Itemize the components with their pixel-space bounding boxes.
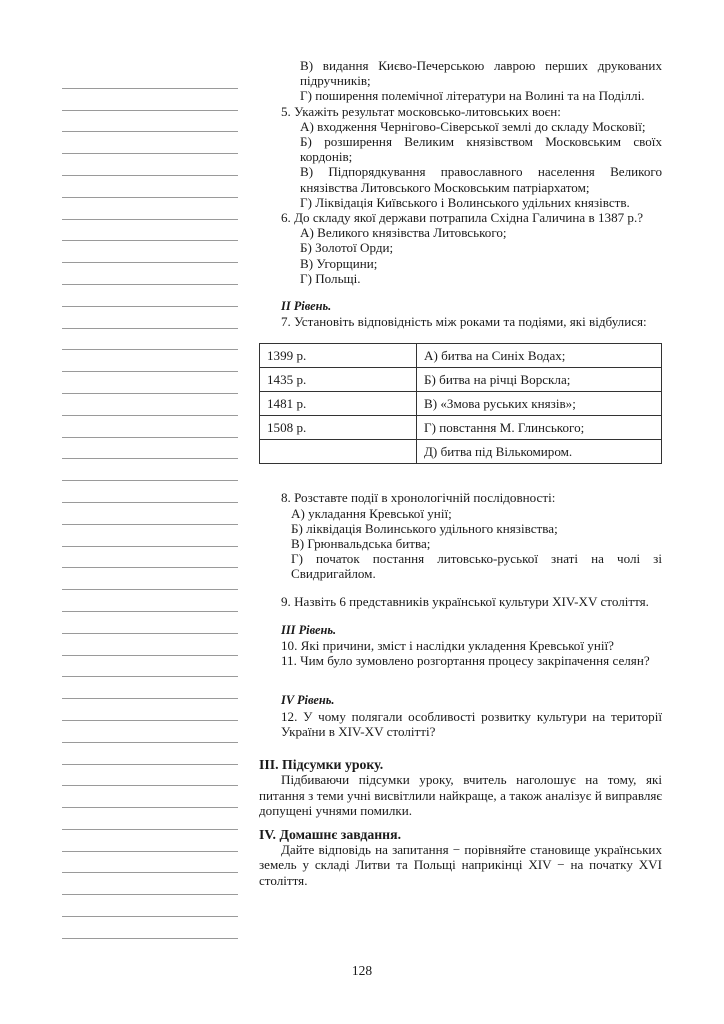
table-cell-event: Г) повстання М. Глинського; [417, 416, 662, 440]
note-line [62, 677, 238, 699]
q5-option-g: Г) Ліквідація Київського і Волинського удільних князівств. [300, 194, 630, 210]
level-3-heading: III Рівень. [281, 622, 337, 637]
note-line [62, 808, 238, 830]
table-row [260, 416, 662, 440]
option-g-top: Г) поширення полемічної літератури на Волині та на Поділлі. [300, 88, 645, 104]
note-line [62, 154, 238, 176]
note-line [62, 852, 238, 874]
note-line [62, 416, 238, 438]
note-line [62, 459, 238, 481]
note-line [62, 873, 238, 895]
question-9: 9. Назвіть 6 представників української культури XIV-XV століття. [281, 593, 649, 609]
level-4-heading: IV Рівень. [281, 693, 335, 708]
note-line [62, 895, 238, 917]
q5-option-b: Б) розширення Великим князівством Московським своїх кордонів; [300, 134, 662, 165]
note-line [62, 220, 238, 242]
q6-option-v: В) Угорщини; [300, 255, 378, 271]
note-line [62, 721, 238, 743]
table-cell-event: Б) битва на річці Ворскла; [417, 368, 662, 392]
note-line [62, 830, 238, 852]
note-line [62, 307, 238, 329]
table-cell-year: 1508 р. [260, 416, 417, 440]
section-homework-title: IV. Домашнє завдання. [259, 826, 402, 842]
note-line [62, 634, 238, 656]
q8-option-v: В) Грюнвальдська битва; [291, 536, 431, 552]
note-line [62, 263, 238, 285]
note-line [62, 198, 238, 220]
note-line [62, 547, 238, 569]
note-lines [62, 67, 238, 939]
q5-option-a: А) входження Чернігово-Сіверської землі до складу Московії; [300, 118, 646, 134]
table-cell-event: Д) битва під Вількомиром. [417, 440, 662, 464]
note-line [62, 176, 238, 198]
page-number: 128 [351, 963, 373, 978]
note-line [62, 656, 238, 678]
note-line [62, 350, 238, 372]
match-table [259, 343, 662, 464]
q8-option-a: А) укладання Кревської унії; [291, 505, 452, 521]
question-7: 7. Установіть відповідність між роками та подіями, які відбулися: [281, 314, 647, 330]
note-line [62, 394, 238, 416]
question-10: 10. Які причини, зміст і наслідки укладення Кревської унії? [281, 638, 614, 654]
table-cell-year: 1481 р. [260, 392, 417, 416]
question-5: 5. Укажіть результат московсько-литовських воєн: [281, 103, 561, 119]
table-cell-event: А) битва на Синіх Водах; [417, 344, 662, 368]
note-line [62, 699, 238, 721]
note-line [62, 329, 238, 351]
q6-option-b: Б) Золотої Орди; [300, 240, 394, 256]
note-line [62, 917, 238, 939]
note-line [62, 241, 238, 263]
q6-option-a: А) Великого князівства Литовського; [300, 225, 507, 241]
note-line [62, 503, 238, 525]
note-line [62, 590, 238, 612]
note-line [62, 525, 238, 547]
table-row [260, 344, 662, 368]
table-row [260, 440, 662, 464]
q6-option-g: Г) Польщі. [300, 270, 361, 286]
note-line [62, 612, 238, 634]
q5-option-v: В) Підпорядкування православного населення Великого князівства Литовського Московським патріархатом; [300, 164, 662, 195]
table-row [260, 368, 662, 392]
section-homework-text: Дайте відповідь на запитання − порівняйте становище українських земель у складі Литви та Польщі наприкінці XIV − на початку XVI століття. [259, 842, 662, 888]
question-11: 11. Чим було зумовлено розгортання процесу закріпачення селян? [281, 653, 650, 669]
section-summary-text: Підбиваючи підсумки уроку, вчитель наголошує на тому, які питання з теми учні висвітлили найкраще, а також аналізує й виправляє допущені учнями помилки. [259, 772, 662, 818]
note-line [62, 743, 238, 765]
note-line [62, 372, 238, 394]
note-line [62, 132, 238, 154]
table-cell-event: В) «Змова руських князів»; [417, 392, 662, 416]
note-line [62, 438, 238, 460]
note-line [62, 111, 238, 133]
page-content [259, 58, 662, 888]
level-2-heading: II Рівень. [281, 299, 332, 314]
note-line [62, 568, 238, 590]
note-line [62, 481, 238, 503]
q8-option-g: Г) початок постання литовсько-руської знаті на чолі зі Свидригайлом. [291, 551, 662, 582]
note-line [62, 765, 238, 787]
table-cell-year: 1435 р. [260, 368, 417, 392]
table-cell-year: 1399 р. [260, 344, 417, 368]
note-line [62, 89, 238, 111]
question-6: 6. До складу якої держави потрапила Східна Галичина в 1387 р.? [281, 210, 644, 226]
question-12: 12. У чому полягали особливості розвитку культури на території України в XIV-XV столітті? [281, 708, 662, 739]
note-line [62, 285, 238, 307]
q8-option-b: Б) ліквідація Волинського удільного князівства; [291, 520, 558, 536]
question-8: 8. Розставте події в хронологічній послідовності: [281, 490, 556, 506]
option-v-top: В) видання Києво-Печерською лаврою перших друкованих підручників; [300, 58, 662, 89]
table-row [260, 392, 662, 416]
table-cell-year [260, 440, 417, 464]
note-line [62, 67, 238, 89]
note-line [62, 786, 238, 808]
section-summary-title: III. Підсумки уроку. [259, 757, 384, 773]
